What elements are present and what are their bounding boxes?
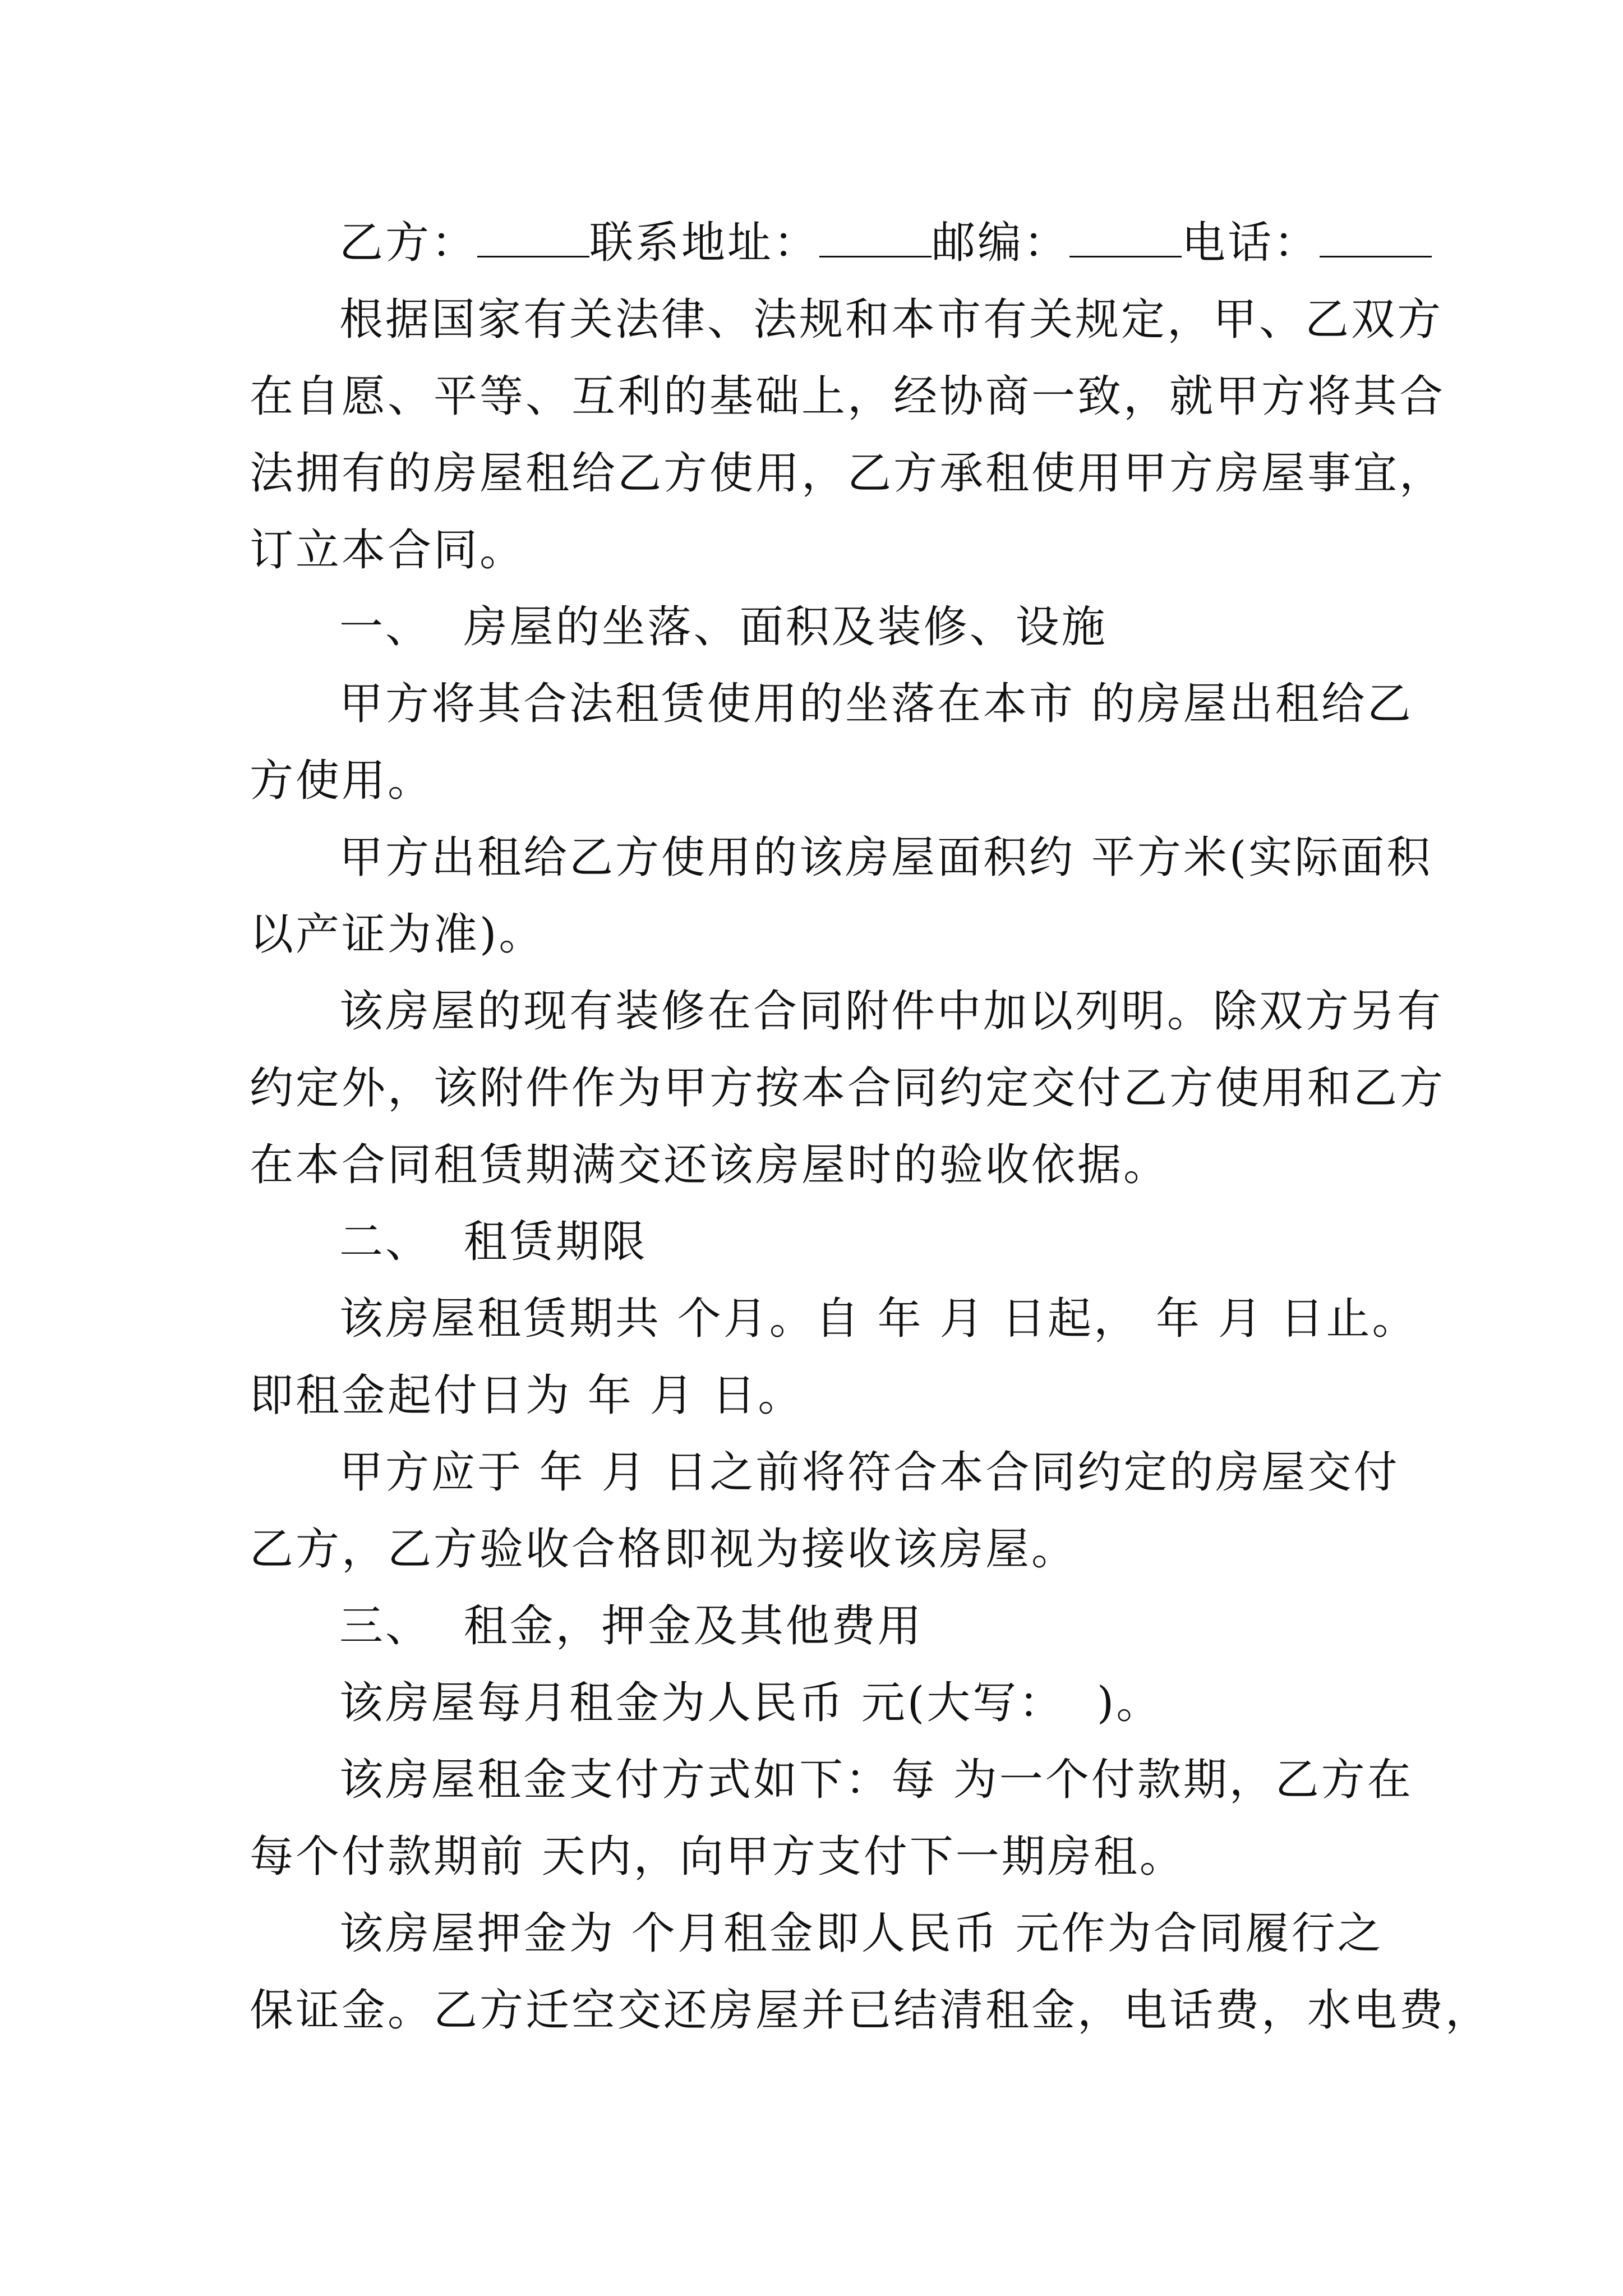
address-label: 联系地址： <box>589 218 820 268</box>
paragraph-line: 在本合同租赁期满交还该房屋时的验收依据。 <box>250 1140 1170 1190</box>
phone-blank <box>1320 221 1432 257</box>
party-b-label: 乙方： <box>339 218 478 268</box>
paragraph-line: 该房屋租赁期共 个月。自 年 月 日起， 年 月 日止。 <box>339 1294 1418 1344</box>
paragraph-line: 即租金起付日为 年 月 日。 <box>250 1370 804 1421</box>
contract-body <box>250 205 1492 2049</box>
paragraph-line: 在自愿、平等、互利的基础上，经协商一致，就甲方将其合 <box>250 371 1446 422</box>
paragraph-line: 乙方，乙方验收合格即视为接收该房屋。 <box>250 1524 1078 1575</box>
paragraph-line: 该房屋的现有装修在合同附件中加以列明。除双方另有 <box>339 986 1444 1037</box>
party-b-blank <box>477 221 589 257</box>
paragraph-line: 该房屋租金支付方式如下：每 为一个付款期，乙方在 <box>339 1755 1413 1805</box>
paragraph-line: 甲方将其合法租赁使用的坐落在本市 的房屋出租给乙 <box>339 679 1413 729</box>
phone-label: 电话： <box>1182 218 1320 268</box>
party-b-contact-line <box>250 205 1394 282</box>
paragraph-line: 该房屋每月租金为人民币 元(大写： )。 <box>339 1678 1163 1728</box>
paragraph-line: 方使用。 <box>250 756 434 806</box>
section-heading-3: 三、 租金，押金及其他费用 <box>339 1601 924 1651</box>
paragraph-line: 根据国家有关法律、法规和本市有关规定，甲、乙双方 <box>339 295 1444 345</box>
section-heading-1: 一、 房屋的坐落、面积及装修、设施 <box>339 602 1108 652</box>
postcode-blank <box>1069 221 1182 257</box>
paragraph-line: 甲方应于 年 月 日之前将符合本合同约定的房屋交付 <box>339 1447 1400 1498</box>
paragraph-line: 该房屋押金为 个月租金即人民币 元作为合同履行之 <box>339 1908 1384 1959</box>
address-blank <box>819 221 932 257</box>
paragraph-line: 每个付款期前 天内，向甲方支付下一期房租。 <box>250 1832 1186 1882</box>
paragraph-line: 以产证为准)。 <box>250 909 545 960</box>
paragraph-line: 法拥有的房屋租给乙方使用，乙方承租使用甲方房屋事宜， <box>250 448 1446 499</box>
paragraph-line: 约定外，该附件作为甲方按本合同约定交付乙方使用和乙方 <box>250 1063 1446 1114</box>
postcode-label: 邮编： <box>932 218 1070 268</box>
section-heading-2: 二、 租赁期限 <box>339 1217 648 1267</box>
paragraph-line: 订立本合同。 <box>250 525 526 576</box>
paragraph-line: 保证金。乙方迁空交还房屋并已结清租金，电话费，水电费， <box>250 1985 1492 2036</box>
paragraph-line: 甲方出租给乙方使用的该房屋面积约 平方米(实际面积 <box>339 832 1433 883</box>
